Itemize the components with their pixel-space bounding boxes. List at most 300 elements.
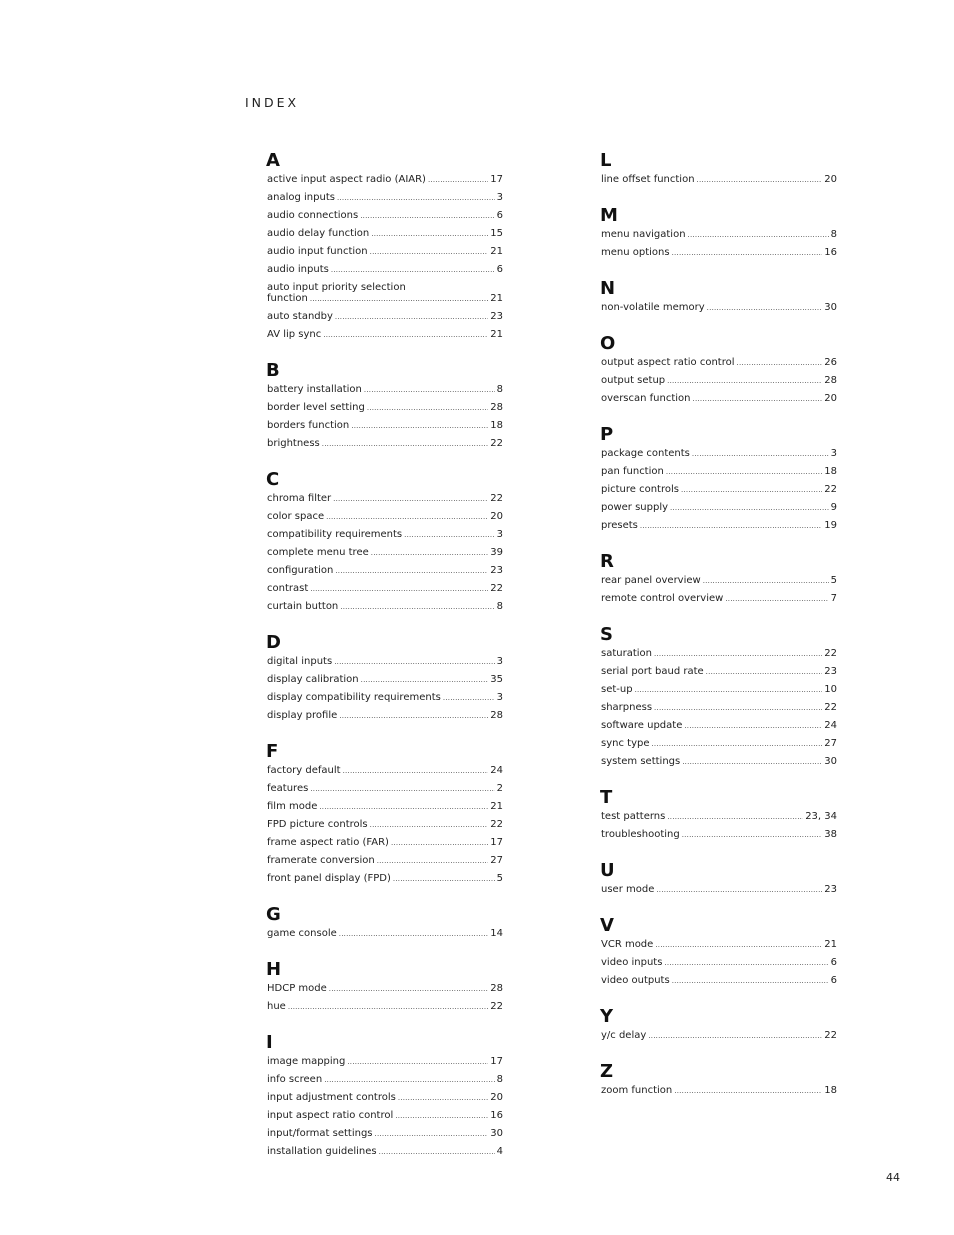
index-entry xyxy=(601,244,837,262)
index-entry xyxy=(267,189,503,207)
entry-term: non-volatile memory xyxy=(601,302,705,313)
entry-page: 8 xyxy=(496,601,503,612)
dot-leader xyxy=(681,481,822,499)
index-entry xyxy=(267,243,503,261)
entry-page: 2 xyxy=(496,783,503,794)
index-entry xyxy=(267,1071,503,1089)
entry-page: 28 xyxy=(490,402,503,413)
entry-page: 20 xyxy=(490,1092,503,1103)
entry-page: 26 xyxy=(824,357,837,368)
entry-term: remote control overview xyxy=(601,593,724,604)
dot-leader xyxy=(672,244,823,262)
dot-leader xyxy=(335,308,488,326)
entry-term: sharpness xyxy=(601,702,653,713)
entry-term: brightness xyxy=(267,438,320,449)
entry-term: sync type xyxy=(601,738,650,749)
entry-term: digital inputs xyxy=(267,656,333,667)
dot-leader xyxy=(667,808,803,826)
index-section-z xyxy=(601,1061,837,1100)
dot-leader xyxy=(339,707,488,725)
entry-term: auto standby xyxy=(267,311,333,322)
index-entry xyxy=(601,171,837,189)
section-letter: L xyxy=(600,150,612,171)
index-entry xyxy=(601,445,837,463)
entry-term: color space xyxy=(267,511,325,522)
dot-leader xyxy=(333,490,488,508)
dot-leader xyxy=(364,381,495,399)
dot-leader xyxy=(664,954,828,972)
dot-leader xyxy=(391,834,488,852)
index-column-left xyxy=(267,150,503,1177)
dot-leader xyxy=(393,870,495,888)
entry-term: front panel display (FPD) xyxy=(267,873,391,884)
index-entry xyxy=(267,1053,503,1071)
dot-leader xyxy=(337,189,495,207)
index-entry xyxy=(601,717,837,735)
entry-term: factory default xyxy=(267,765,341,776)
entry-term: installation guidelines xyxy=(267,1146,377,1157)
entry-page: 30 xyxy=(824,756,837,767)
entry-page: 16 xyxy=(490,1110,503,1121)
dot-leader xyxy=(682,826,823,844)
dot-leader xyxy=(360,207,494,225)
dot-leader xyxy=(682,753,822,771)
index-entry xyxy=(601,753,837,771)
entry-term: AV lip sync xyxy=(267,329,322,340)
dot-leader xyxy=(404,526,494,544)
dot-leader xyxy=(697,171,823,189)
entry-page: 8 xyxy=(496,1074,503,1085)
entry-page: 23 xyxy=(490,311,503,322)
entry-term: configuration xyxy=(267,565,334,576)
section-letter: Z xyxy=(600,1061,614,1082)
index-entry xyxy=(267,490,503,508)
entry-page: 4 xyxy=(496,1146,503,1157)
index-entry xyxy=(267,381,503,399)
index-entry xyxy=(601,463,837,481)
index-entry xyxy=(601,735,837,753)
entry-page: 5 xyxy=(830,575,837,586)
index-entry xyxy=(601,699,837,717)
index-entry xyxy=(601,517,837,535)
section-letter: T xyxy=(600,787,613,808)
index-entry xyxy=(267,925,503,943)
entry-page: 3 xyxy=(830,448,837,459)
dot-leader xyxy=(323,326,488,344)
index-entry xyxy=(267,417,503,435)
section-letter: D xyxy=(266,632,281,653)
entry-page: 3 xyxy=(496,656,503,667)
dot-leader xyxy=(703,572,829,590)
entry-page: 21 xyxy=(490,246,503,257)
entry-term: output setup xyxy=(601,375,666,386)
entry-page: 19 xyxy=(824,520,837,531)
entry-term: rear panel overview xyxy=(601,575,701,586)
index-entry xyxy=(267,279,503,308)
dot-leader xyxy=(331,261,495,279)
entry-page: 6 xyxy=(496,210,503,221)
dot-leader xyxy=(324,1071,494,1089)
entry-page: 20 xyxy=(824,393,837,404)
dot-leader xyxy=(395,1107,488,1125)
index-entry xyxy=(267,308,503,326)
dot-leader xyxy=(398,1089,488,1107)
entry-term: info screen xyxy=(267,1074,323,1085)
entry-term: image mapping xyxy=(267,1056,346,1067)
entry-term: frame aspect ratio (FAR) xyxy=(267,837,389,848)
index-entry xyxy=(601,1027,837,1045)
entry-term: audio delay function xyxy=(267,228,370,239)
entry-page: 21 xyxy=(490,329,503,340)
entry-term: software update xyxy=(601,720,683,731)
index-entry xyxy=(267,798,503,816)
index-entry xyxy=(267,399,503,417)
entry-page: 6 xyxy=(830,957,837,968)
entry-page: 14 xyxy=(490,928,503,939)
entry-page: 18 xyxy=(824,466,837,477)
entry-term-continued: function xyxy=(267,293,308,304)
entry-page: 21 xyxy=(824,939,837,950)
entry-term: contrast xyxy=(267,583,309,594)
dot-leader xyxy=(361,671,489,689)
dot-leader xyxy=(351,417,488,435)
dot-leader xyxy=(329,980,488,998)
entry-term: saturation xyxy=(601,648,652,659)
index-section-h xyxy=(267,959,503,1016)
index-section-v xyxy=(601,915,837,990)
entry-term: output aspect ratio control xyxy=(601,357,735,368)
entry-page: 22 xyxy=(824,1030,837,1041)
entry-page: 22 xyxy=(490,493,503,504)
index-section-n xyxy=(601,278,837,317)
entry-term: menu navigation xyxy=(601,229,686,240)
section-letter: I xyxy=(266,1032,273,1053)
entry-page: 16 xyxy=(824,247,837,258)
section-letter: F xyxy=(266,741,279,762)
index-entry xyxy=(267,816,503,834)
entry-page: 23 xyxy=(490,565,503,576)
entry-page: 21 xyxy=(490,293,503,304)
entry-page: 7 xyxy=(830,593,837,604)
index-entry xyxy=(601,681,837,699)
entry-term: pan function xyxy=(601,466,664,477)
dot-leader xyxy=(310,780,494,798)
section-letter: G xyxy=(266,904,281,925)
entry-page: 22 xyxy=(490,438,503,449)
entry-term: overscan function xyxy=(601,393,691,404)
entry-term: video outputs xyxy=(601,975,670,986)
entry-page: 24 xyxy=(490,765,503,776)
index-section-l xyxy=(601,150,837,189)
index-entry xyxy=(267,435,503,453)
index-entry xyxy=(601,881,837,899)
index-section-o xyxy=(601,333,837,408)
dot-leader xyxy=(688,226,829,244)
dot-leader xyxy=(692,445,829,463)
entry-page: 3 xyxy=(496,692,503,703)
entry-term: VCR mode xyxy=(601,939,654,950)
dot-leader xyxy=(377,852,489,870)
section-letter: A xyxy=(266,150,280,171)
dot-leader xyxy=(648,1027,822,1045)
entry-term: game console xyxy=(267,928,337,939)
entry-term: serial port baud rate xyxy=(601,666,704,677)
section-letter: Y xyxy=(600,1006,614,1027)
index-entry xyxy=(267,1125,503,1143)
section-letter: U xyxy=(600,860,615,881)
dot-leader xyxy=(343,762,489,780)
index-entry xyxy=(267,508,503,526)
dot-leader xyxy=(725,590,828,608)
entry-term: framerate conversion xyxy=(267,855,375,866)
index-section-y xyxy=(601,1006,837,1045)
entry-page: 28 xyxy=(824,375,837,386)
dot-leader xyxy=(428,171,488,189)
entry-page: 22 xyxy=(490,583,503,594)
entry-term: input/format settings xyxy=(267,1128,373,1139)
entry-term: active input aspect radio (AIAR) xyxy=(267,174,426,185)
index-section-u xyxy=(601,860,837,899)
entry-page: 39 xyxy=(490,547,503,558)
entry-page: 22 xyxy=(824,484,837,495)
index-entry xyxy=(267,562,503,580)
entry-page: 3 xyxy=(496,529,503,540)
index-entry xyxy=(267,1143,503,1161)
entry-term: display compatibility requirements xyxy=(267,692,441,703)
dot-leader xyxy=(375,1125,489,1143)
index-entry xyxy=(267,1107,503,1125)
section-letter: H xyxy=(266,959,282,980)
entry-term: set-up xyxy=(601,684,633,695)
index-entry xyxy=(267,707,503,725)
index-entry xyxy=(601,936,837,954)
dot-leader xyxy=(674,1082,822,1100)
index-entry xyxy=(601,645,837,663)
dot-leader xyxy=(367,399,488,417)
index-section-c xyxy=(267,469,503,616)
section-letter: V xyxy=(600,915,614,936)
index-entry xyxy=(267,225,503,243)
index-entry xyxy=(601,299,837,317)
entry-page: 23 xyxy=(824,884,837,895)
entry-term: zoom function xyxy=(601,1085,673,1096)
entry-term: borders function xyxy=(267,420,350,431)
index-entry xyxy=(601,1082,837,1100)
entry-page: 17 xyxy=(490,837,503,848)
index-entry xyxy=(267,762,503,780)
entry-term: analog inputs xyxy=(267,192,335,203)
index-entry xyxy=(267,1089,503,1107)
entry-page: 20 xyxy=(490,511,503,522)
dot-leader xyxy=(334,653,494,671)
entry-term: display profile xyxy=(267,710,338,721)
dot-leader xyxy=(443,689,495,707)
dot-leader xyxy=(651,735,822,753)
entry-term: features xyxy=(267,783,309,794)
section-letter: P xyxy=(600,424,614,445)
index-entry xyxy=(267,780,503,798)
dot-leader xyxy=(655,936,822,954)
dot-leader xyxy=(635,681,823,699)
index-entry xyxy=(267,544,503,562)
index-section-f xyxy=(267,741,503,888)
dot-leader xyxy=(379,1143,495,1161)
dot-leader xyxy=(326,508,488,526)
dot-leader xyxy=(322,435,489,453)
entry-term: battery installation xyxy=(267,384,362,395)
entry-term: audio inputs xyxy=(267,264,329,275)
dot-leader xyxy=(656,881,822,899)
index-entry xyxy=(601,954,837,972)
entry-term: hue xyxy=(267,1001,286,1012)
entry-page: 28 xyxy=(490,983,503,994)
entry-term: troubleshooting xyxy=(601,829,680,840)
index-entry xyxy=(267,689,503,707)
dot-leader xyxy=(640,517,822,535)
dot-leader xyxy=(339,925,489,943)
index-entry xyxy=(267,834,503,852)
entry-page: 30 xyxy=(490,1128,503,1139)
entry-term: power supply xyxy=(601,502,669,513)
entry-term: video inputs xyxy=(601,957,663,968)
entry-page: 10 xyxy=(824,684,837,695)
entry-term: test patterns xyxy=(601,811,666,822)
index-entry xyxy=(601,481,837,499)
entry-term: y/c delay xyxy=(601,1030,647,1041)
dot-leader xyxy=(335,562,488,580)
index-entry xyxy=(267,261,503,279)
page-number: 44 xyxy=(886,1171,900,1184)
dot-leader xyxy=(654,645,822,663)
index-entry xyxy=(267,980,503,998)
entry-page: 6 xyxy=(496,264,503,275)
index-entry xyxy=(601,826,837,844)
entry-page: 27 xyxy=(824,738,837,749)
entry-term: curtain button xyxy=(267,601,339,612)
dot-leader xyxy=(370,243,489,261)
index-section-i xyxy=(267,1032,503,1161)
index-section-p xyxy=(601,424,837,535)
dot-leader xyxy=(672,972,829,990)
entry-page: 9 xyxy=(830,502,837,513)
entry-term: user mode xyxy=(601,884,655,895)
entry-page: 6 xyxy=(830,975,837,986)
dot-leader xyxy=(347,1053,488,1071)
section-letter: M xyxy=(600,205,618,226)
entry-page: 5 xyxy=(496,873,503,884)
index-entry xyxy=(267,671,503,689)
entry-term: audio input function xyxy=(267,246,368,257)
index-entry xyxy=(601,590,837,608)
dot-leader xyxy=(684,717,822,735)
index-section-a xyxy=(267,150,503,344)
index-entry xyxy=(601,972,837,990)
dot-leader xyxy=(370,816,489,834)
section-letter: S xyxy=(600,624,613,645)
index-entry xyxy=(601,354,837,372)
entry-page: 22 xyxy=(824,648,837,659)
entry-term: complete menu tree xyxy=(267,547,369,558)
index-entry xyxy=(601,663,837,681)
entry-term: audio connections xyxy=(267,210,359,221)
entry-page: 28 xyxy=(490,710,503,721)
entry-term: compatibility requirements xyxy=(267,529,403,540)
entry-term: system settings xyxy=(601,756,681,767)
dot-leader xyxy=(310,580,488,598)
index-section-r xyxy=(601,551,837,608)
index-column-right xyxy=(601,150,837,1116)
dot-leader xyxy=(737,354,823,372)
entry-term: presets xyxy=(601,520,638,531)
dot-leader xyxy=(667,372,822,390)
entry-page: 17 xyxy=(490,1056,503,1067)
dot-leader xyxy=(693,390,823,408)
entry-page: 38 xyxy=(824,829,837,840)
entry-page: 8 xyxy=(496,384,503,395)
index-section-t xyxy=(601,787,837,844)
index-entry xyxy=(601,372,837,390)
entry-page: 20 xyxy=(824,174,837,185)
entry-term: auto input priority selection xyxy=(267,282,406,293)
index-section-m xyxy=(601,205,837,262)
index-entry xyxy=(267,653,503,671)
index-entry xyxy=(267,326,503,344)
index-entry xyxy=(267,171,503,189)
dot-leader xyxy=(706,663,823,681)
entry-page: 24 xyxy=(824,720,837,731)
page-header: INDEX xyxy=(245,95,300,110)
index-entry xyxy=(267,870,503,888)
dot-leader xyxy=(654,699,822,717)
entry-term: input adjustment controls xyxy=(267,1092,396,1103)
entry-page: 27 xyxy=(490,855,503,866)
index-section-b xyxy=(267,360,503,453)
index-entry xyxy=(601,572,837,590)
entry-page: 22 xyxy=(490,819,503,830)
index-entry xyxy=(267,598,503,616)
index-entry xyxy=(267,580,503,598)
entry-term: line offset function xyxy=(601,174,695,185)
entry-term: HDCP mode xyxy=(267,983,327,994)
entry-page: 30 xyxy=(824,302,837,313)
dot-leader xyxy=(670,499,829,517)
section-letter: B xyxy=(266,360,280,381)
dot-leader xyxy=(707,299,823,317)
dot-leader xyxy=(340,598,494,616)
entry-term: chroma filter xyxy=(267,493,332,504)
entry-term: display calibration xyxy=(267,674,359,685)
entry-term: film mode xyxy=(267,801,318,812)
dot-leader xyxy=(319,798,488,816)
index-entry xyxy=(267,998,503,1016)
entry-page: 8 xyxy=(830,229,837,240)
entry-page: 23, 34 xyxy=(805,811,837,822)
entry-page: 21 xyxy=(490,801,503,812)
dot-leader xyxy=(666,463,822,481)
section-letter: C xyxy=(266,469,280,490)
entry-page: 23 xyxy=(824,666,837,677)
index-entry xyxy=(601,808,837,826)
entry-term: border level setting xyxy=(267,402,365,413)
entry-page: 15 xyxy=(490,228,503,239)
dot-leader xyxy=(310,293,488,305)
section-letter: N xyxy=(600,278,616,299)
index-entry xyxy=(267,852,503,870)
entry-page: 22 xyxy=(824,702,837,713)
entry-term: input aspect ratio control xyxy=(267,1110,394,1121)
section-letter: O xyxy=(600,333,616,354)
section-letter: R xyxy=(600,551,614,572)
